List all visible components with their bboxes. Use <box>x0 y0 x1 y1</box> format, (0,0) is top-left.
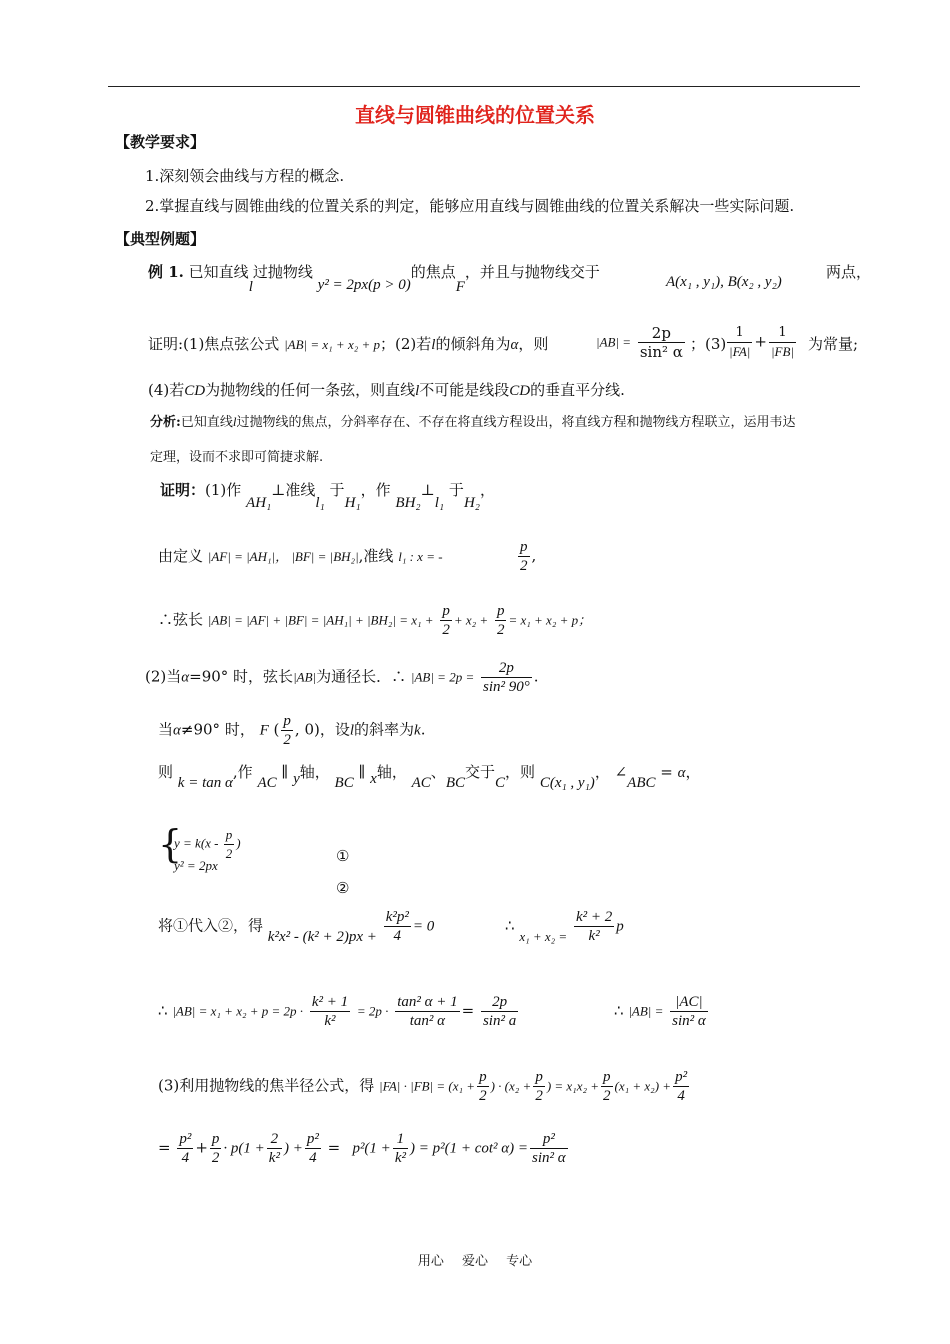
page-title: 直线与圆锥曲线的位置关系 <box>355 103 595 127</box>
circle-1: ① <box>336 847 350 865</box>
circle-2: ② <box>336 879 350 897</box>
chord-result: ∴ |AB| = x₁ + x₂ + p = 2p · $\frac{\text{k² + 1}}{\text{k²}}$ = 2p · $\frac{\text{tan² α + 1}}{\text{tan² α}}$ = $\frac{2p}{\text{sin² a}}$ <box>158 994 517 1029</box>
chord-ac-ratio: ∴ |AB| = $\frac{|AC|}{\text{sin² α}}$ <box>614 994 706 1029</box>
analysis-line-1: 分析:已知直线l过抛物线的焦点，分斜率存在、不存在将直线方程设出，将直线方程和抛物线方程联立，运用韦达 <box>150 414 796 430</box>
proof-chord-length: ∴弦长 |AB| = |AF| + |BF| = |AH₁| + |BH₂| = x₁ + $\frac{p}{2}$ + x₂ + $\frac{p}{2}$ = x₁ + x₂ + p； <box>158 603 592 638</box>
proof-construction: 则 k = tan α,作 AC ∥ y轴， BC ∥ x轴， AC、BC交于C，则 C(x₁ , y₁)， ∠ABC = α， <box>158 763 701 791</box>
requirement-1: 1.深刻领会曲线与方程的概念. <box>145 167 345 185</box>
proof-part1: 证明：(1)作 AH₁⊥准线l₁ 于H₁，作 BH₂⊥l₁ 于H₂， <box>160 481 496 511</box>
parabola-equation: y² = 2px(p > 0) <box>317 277 411 293</box>
analysis-line-2: 定理，设而不求即可简捷求解. <box>150 450 324 465</box>
example-label: 例 1. <box>148 263 184 281</box>
requirements-heading: 【教学要求】 <box>115 133 206 151</box>
top-rule <box>108 86 860 87</box>
proof-part2: (2)当α=90° 时，弦长|AB|为通径长．∴ |AB| = 2p = $\frac{2p}{\text{sin² 90°}}$ . <box>145 660 539 695</box>
intersection-points: A(x₁ , y₁), B(x₂ , y₂) <box>666 274 782 290</box>
focal-chord-formula: |AB| = x₁ + x₂ + p <box>284 337 381 352</box>
page-footer: 用心 爱心 专心 <box>417 1254 533 1269</box>
substitution: 将①代入②，得 k²x² - (k² + 2)px + $\frac{\text{k²p²}}{4}$ = 0 <box>158 909 435 945</box>
proof-part3-result: = $\frac{\text{p²}}{4}$ + $\frac{p}{2}$ · p(1 + $\frac{2}{\text{k²}}$ ) + $\frac{\text{p²}}{4}$ = p²(1 + $\frac{1}{\text{k²}}$ ) = p²(1 + cot² α) = $\frac{\text{p²}}{\text{sin² α}}$ <box>158 1131 566 1166</box>
examples-heading: 【典型例题】 <box>115 230 206 248</box>
example1-part4: (4)若CD为抛物线的任何一条弦，则直线l不可能是线段CD的垂直平分线. <box>148 381 625 399</box>
reciprocal-sum: $\frac{1}{|FA|}$ + $\frac{1}{|FB|}$ <box>729 325 794 359</box>
chord-angle-formula: |AB| = $\frac{2p}{\text{sin² α}}$ <box>596 324 683 361</box>
example1-claims: 证明:(1)焦点弦公式 |AB| = x₁ + x₂ + p；(2)若l的倾斜角为α，则 <box>148 335 549 353</box>
proof-part3: (3)利用抛物线的焦半径公式，得 |FA| · |FB| = (x₁ + $\frac{p}{2}$ ) · (x₂ + $\frac{p}{2}$ ) = x₁x₂ + $\frac{p}{2}$ (x₁ + x₂) + $\frac{\text{p²}}{4}$ <box>158 1069 688 1104</box>
requirement-2: 2.掌握直线与圆锥曲线的位置关系的判定，能够应用直线与圆锥曲线的位置关系解决一些实际问题. <box>145 197 795 215</box>
vieta-sum: ∴ x₁ + x₂ = $\frac{\text{k² + 2}}{\text{k²}}$ p <box>505 909 624 944</box>
proof-definition: 由定义 |AF| = |AH₁|， |BF| = |BH₂|,准线 l₁ : x = - <box>158 547 443 565</box>
proof-case3: 当α≠90° 时， F ( $\frac{p}{2}$ , 0)，设l的斜率为k. <box>158 713 426 748</box>
example1-statement: 例 1. 已知直线l过抛物线 y² = 2px(p > 0)的焦点F，并且与抛物线交于 <box>148 263 600 295</box>
